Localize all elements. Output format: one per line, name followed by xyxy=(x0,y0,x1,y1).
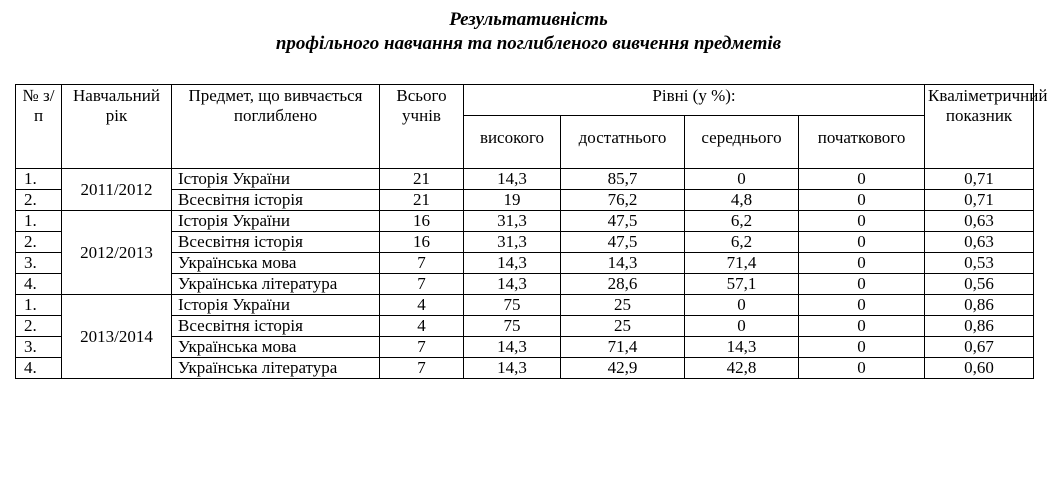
document-title: Результативність xyxy=(449,9,608,30)
initial-cell: 0 xyxy=(799,337,925,358)
total-cell: 4 xyxy=(380,295,464,316)
total-cell: 21 xyxy=(380,190,464,211)
row-num: 1. xyxy=(16,295,62,316)
medium-cell: 0 xyxy=(685,169,799,190)
initial-cell: 0 xyxy=(799,169,925,190)
initial-cell: 0 xyxy=(799,211,925,232)
sufficient-cell: 14,3 xyxy=(561,253,685,274)
initial-cell: 0 xyxy=(799,295,925,316)
medium-cell: 0 xyxy=(685,316,799,337)
initial-cell: 0 xyxy=(799,232,925,253)
high-cell: 14,3 xyxy=(464,274,561,295)
document-subtitle: профільного навчання та поглибленого вивчення предметів xyxy=(275,33,782,54)
quality-cell: 0,63 xyxy=(925,232,1034,253)
quality-cell: 0,53 xyxy=(925,253,1034,274)
total-cell: 7 xyxy=(380,337,464,358)
year-cell: 2013/2014 xyxy=(62,295,172,379)
initial-cell: 0 xyxy=(799,316,925,337)
high-cell: 31,3 xyxy=(464,211,561,232)
table-header xyxy=(16,85,1048,169)
medium-cell: 42,8 xyxy=(685,358,799,379)
total-cell: 4 xyxy=(380,316,464,337)
results-table xyxy=(15,84,1048,379)
year-cell: 2011/2012 xyxy=(62,169,172,211)
total-cell: 16 xyxy=(380,232,464,253)
high-cell: 19 xyxy=(464,190,561,211)
total-cell: 21 xyxy=(380,169,464,190)
high-cell: 14,3 xyxy=(464,169,561,190)
header-quality: Кваліметричний показник xyxy=(925,85,1034,169)
subject-cell: Всесвітня історія xyxy=(172,316,380,337)
row-num: 3. xyxy=(16,253,62,274)
subject-cell: Українська мова xyxy=(172,337,380,358)
header-year: Навчальний рік xyxy=(62,85,172,169)
subject-cell: Всесвітня історія xyxy=(172,232,380,253)
sufficient-cell: 42,9 xyxy=(561,358,685,379)
subject-cell: Історія України xyxy=(172,211,380,232)
subject-cell: Історія України xyxy=(172,295,380,316)
high-cell: 75 xyxy=(464,295,561,316)
medium-cell: 71,4 xyxy=(685,253,799,274)
medium-cell: 0 xyxy=(685,295,799,316)
header-levels: Рівні (у %): xyxy=(464,85,925,116)
high-cell: 14,3 xyxy=(464,253,561,274)
header-total: Всього учнів xyxy=(380,85,464,169)
initial-cell: 0 xyxy=(799,274,925,295)
row-num: 1. xyxy=(16,169,62,190)
sufficient-cell: 28,6 xyxy=(561,274,685,295)
row-num: 4. xyxy=(16,274,62,295)
medium-cell: 4,8 xyxy=(685,190,799,211)
high-cell: 14,3 xyxy=(464,337,561,358)
medium-cell: 6,2 xyxy=(685,232,799,253)
initial-cell: 0 xyxy=(799,358,925,379)
header-num: № з/п xyxy=(16,85,62,169)
header-sufficient: достатнього xyxy=(561,116,685,169)
row-num: 2. xyxy=(16,190,62,211)
high-cell: 14,3 xyxy=(464,358,561,379)
sufficient-cell: 71,4 xyxy=(561,337,685,358)
quality-cell: 0,86 xyxy=(925,295,1034,316)
quality-cell: 0,67 xyxy=(925,337,1034,358)
table-row xyxy=(16,295,1034,316)
total-cell: 7 xyxy=(380,274,464,295)
quality-cell: 0,56 xyxy=(925,274,1034,295)
total-cell: 16 xyxy=(380,211,464,232)
quality-cell: 0,71 xyxy=(925,169,1034,190)
initial-cell: 0 xyxy=(799,190,925,211)
medium-cell: 6,2 xyxy=(685,211,799,232)
header-medium: середнього xyxy=(685,116,799,169)
sufficient-cell: 47,5 xyxy=(561,211,685,232)
row-num: 1. xyxy=(16,211,62,232)
year-cell: 2012/2013 xyxy=(62,211,172,295)
row-num: 2. xyxy=(16,232,62,253)
row-num: 2. xyxy=(16,316,62,337)
table-row xyxy=(16,211,1034,232)
medium-cell: 57,1 xyxy=(685,274,799,295)
subject-cell: Українська мова xyxy=(172,253,380,274)
row-num: 3. xyxy=(16,337,62,358)
sufficient-cell: 85,7 xyxy=(561,169,685,190)
header-high: високого xyxy=(464,116,561,169)
row-num: 4. xyxy=(16,358,62,379)
initial-cell: 0 xyxy=(799,253,925,274)
subject-cell: Історія України xyxy=(172,169,380,190)
sufficient-cell: 47,5 xyxy=(561,232,685,253)
sufficient-cell: 25 xyxy=(561,295,685,316)
quality-cell: 0,63 xyxy=(925,211,1034,232)
quality-cell: 0,60 xyxy=(925,358,1034,379)
total-cell: 7 xyxy=(380,358,464,379)
high-cell: 75 xyxy=(464,316,561,337)
quality-cell: 0,86 xyxy=(925,316,1034,337)
high-cell: 31,3 xyxy=(464,232,561,253)
medium-cell: 14,3 xyxy=(685,337,799,358)
sufficient-cell: 76,2 xyxy=(561,190,685,211)
header-subject: Предмет, що вивчається поглиблено xyxy=(172,85,380,169)
quality-cell: 0,71 xyxy=(925,190,1034,211)
table-row xyxy=(16,169,1034,190)
total-cell: 7 xyxy=(380,253,464,274)
header-initial: початкового xyxy=(799,116,925,169)
sufficient-cell: 25 xyxy=(561,316,685,337)
subject-cell: Українська література xyxy=(172,274,380,295)
subject-cell: Українська література xyxy=(172,358,380,379)
subject-cell: Всесвітня історія xyxy=(172,190,380,211)
